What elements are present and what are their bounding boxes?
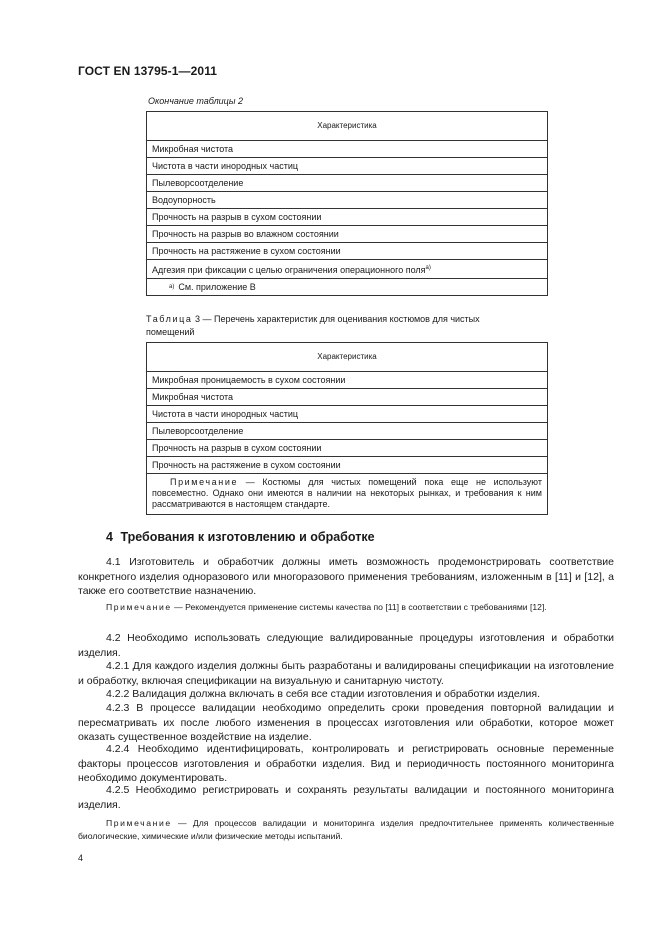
table2-column-header: Характеристика <box>147 112 548 141</box>
table-row: Прочность на разрыв в сухом состоянии <box>147 209 548 226</box>
note-text: — Для процессов валидации и мониторинга изделия предпочтительнее применять количественные биологические, химические и/или физические методы испытаний. <box>78 818 615 841</box>
table-row: Чистота в части инородных частиц <box>147 406 548 423</box>
page-number: 4 <box>78 853 84 863</box>
table-3 <box>146 342 548 515</box>
table3-note <box>147 474 548 515</box>
footnote-reference: а) <box>425 265 431 271</box>
table-row: Микробная проницаемость в сухом состоянии <box>147 372 548 389</box>
note-2 <box>78 817 614 842</box>
note-label: Примечание <box>106 602 172 612</box>
paragraph-4-2-1: 4.2.1 Для каждого изделия должны быть разработаны и валидированы спецификации на изготовление и обработку, включая спецификации на визуальную и санитарную чистоту. <box>78 660 614 687</box>
table3-column-header: Характеристика <box>147 343 548 372</box>
footnote-mark: а) <box>169 284 175 290</box>
paragraph-4-2-5: 4.2.5 Необходимо регистрировать и сохранять результаты валидации и постоянного мониторинга изделия. <box>78 784 614 811</box>
paragraph-4-2-3: 4.2.3 В процессе валидации необходимо определить сроки проведения повторной валидации и пересматривать их после любого изменения в процессах изготовления или обработки, которое может оказать существенное воздействие на изделие. <box>78 702 614 743</box>
table-row: Чистота в части инородных частиц <box>147 158 548 175</box>
note-text: — Рекомендуется применение системы качества по [11] в соответствии с требованиями [12]. <box>174 602 547 612</box>
table-2 <box>146 111 548 296</box>
paragraph-4-2-4: 4.2.4 Необходимо идентифицировать, контролировать и регистрировать основные переменные факторы процессов изготовления и обработки изделия. Вид и периодичность постоянного мониторинга необходимо документировать. <box>78 743 614 784</box>
footnote-text: См. приложение В <box>178 282 256 292</box>
paragraph-4-2-2: 4.2.2 Валидация должна включать в себя все стадии изготовления и обработки изделия. <box>106 688 540 700</box>
table-row: Микробная чистота <box>147 141 548 158</box>
table3-caption-text: 3 — Перечень характеристик для оценивания костюмов для чистых <box>195 314 480 324</box>
paragraph-4-2: 4.2 Необходимо использовать следующие валидированные процедуры изготовления и обработки изделия. <box>78 632 614 659</box>
note-1 <box>78 601 614 614</box>
note-text: — Костюмы для чистых помещений пока еще не используют повсеместно. Однако они имеются в наличии на некоторых рынках, и требования к ним рассматриваются в настоящем стандарте. <box>152 477 542 509</box>
table-row: Пылеворсоотделение <box>147 175 548 192</box>
section-title: Требования к изготовлению и обработке <box>120 530 375 544</box>
table-row: Пылеворсоотделение <box>147 423 548 440</box>
table3-caption-label: Таблица <box>146 314 193 324</box>
document-header: ГОСТ EN 13795-1—2011 <box>78 64 218 78</box>
paragraph-4-1: 4.1 Изготовитель и обработчик должны иметь возможность продемонстрировать соответствие конкретного изделия одноразового или многоразового применения требованиям, изложенным в [11] и [12], а также его соответствие назначению. <box>78 556 614 597</box>
table2-caption: Окончание таблицы 2 <box>148 96 243 106</box>
table-row: Водоупорность <box>147 192 548 209</box>
table-row: Прочность на разрыв в сухом состоянии <box>147 440 548 457</box>
note-label: Примечание <box>106 818 172 828</box>
table3-caption-text-line2: помещений <box>146 327 195 337</box>
section-number: 4 <box>106 530 113 544</box>
table2-footnote <box>147 279 548 296</box>
table-row: Микробная чистота <box>147 389 548 406</box>
table-row: Прочность на растяжение в сухом состоянии <box>147 243 548 260</box>
section-heading <box>106 530 375 544</box>
table-row: Прочность на разрыв во влажном состоянии <box>147 226 548 243</box>
table3-caption <box>146 313 546 339</box>
table-row: Прочность на растяжение в сухом состоянии <box>147 457 548 474</box>
table-row-text: Адгезия при фиксации с целью ограничения операционного поля <box>152 265 426 275</box>
table-row <box>147 260 548 279</box>
note-label: Примечание <box>170 477 239 487</box>
